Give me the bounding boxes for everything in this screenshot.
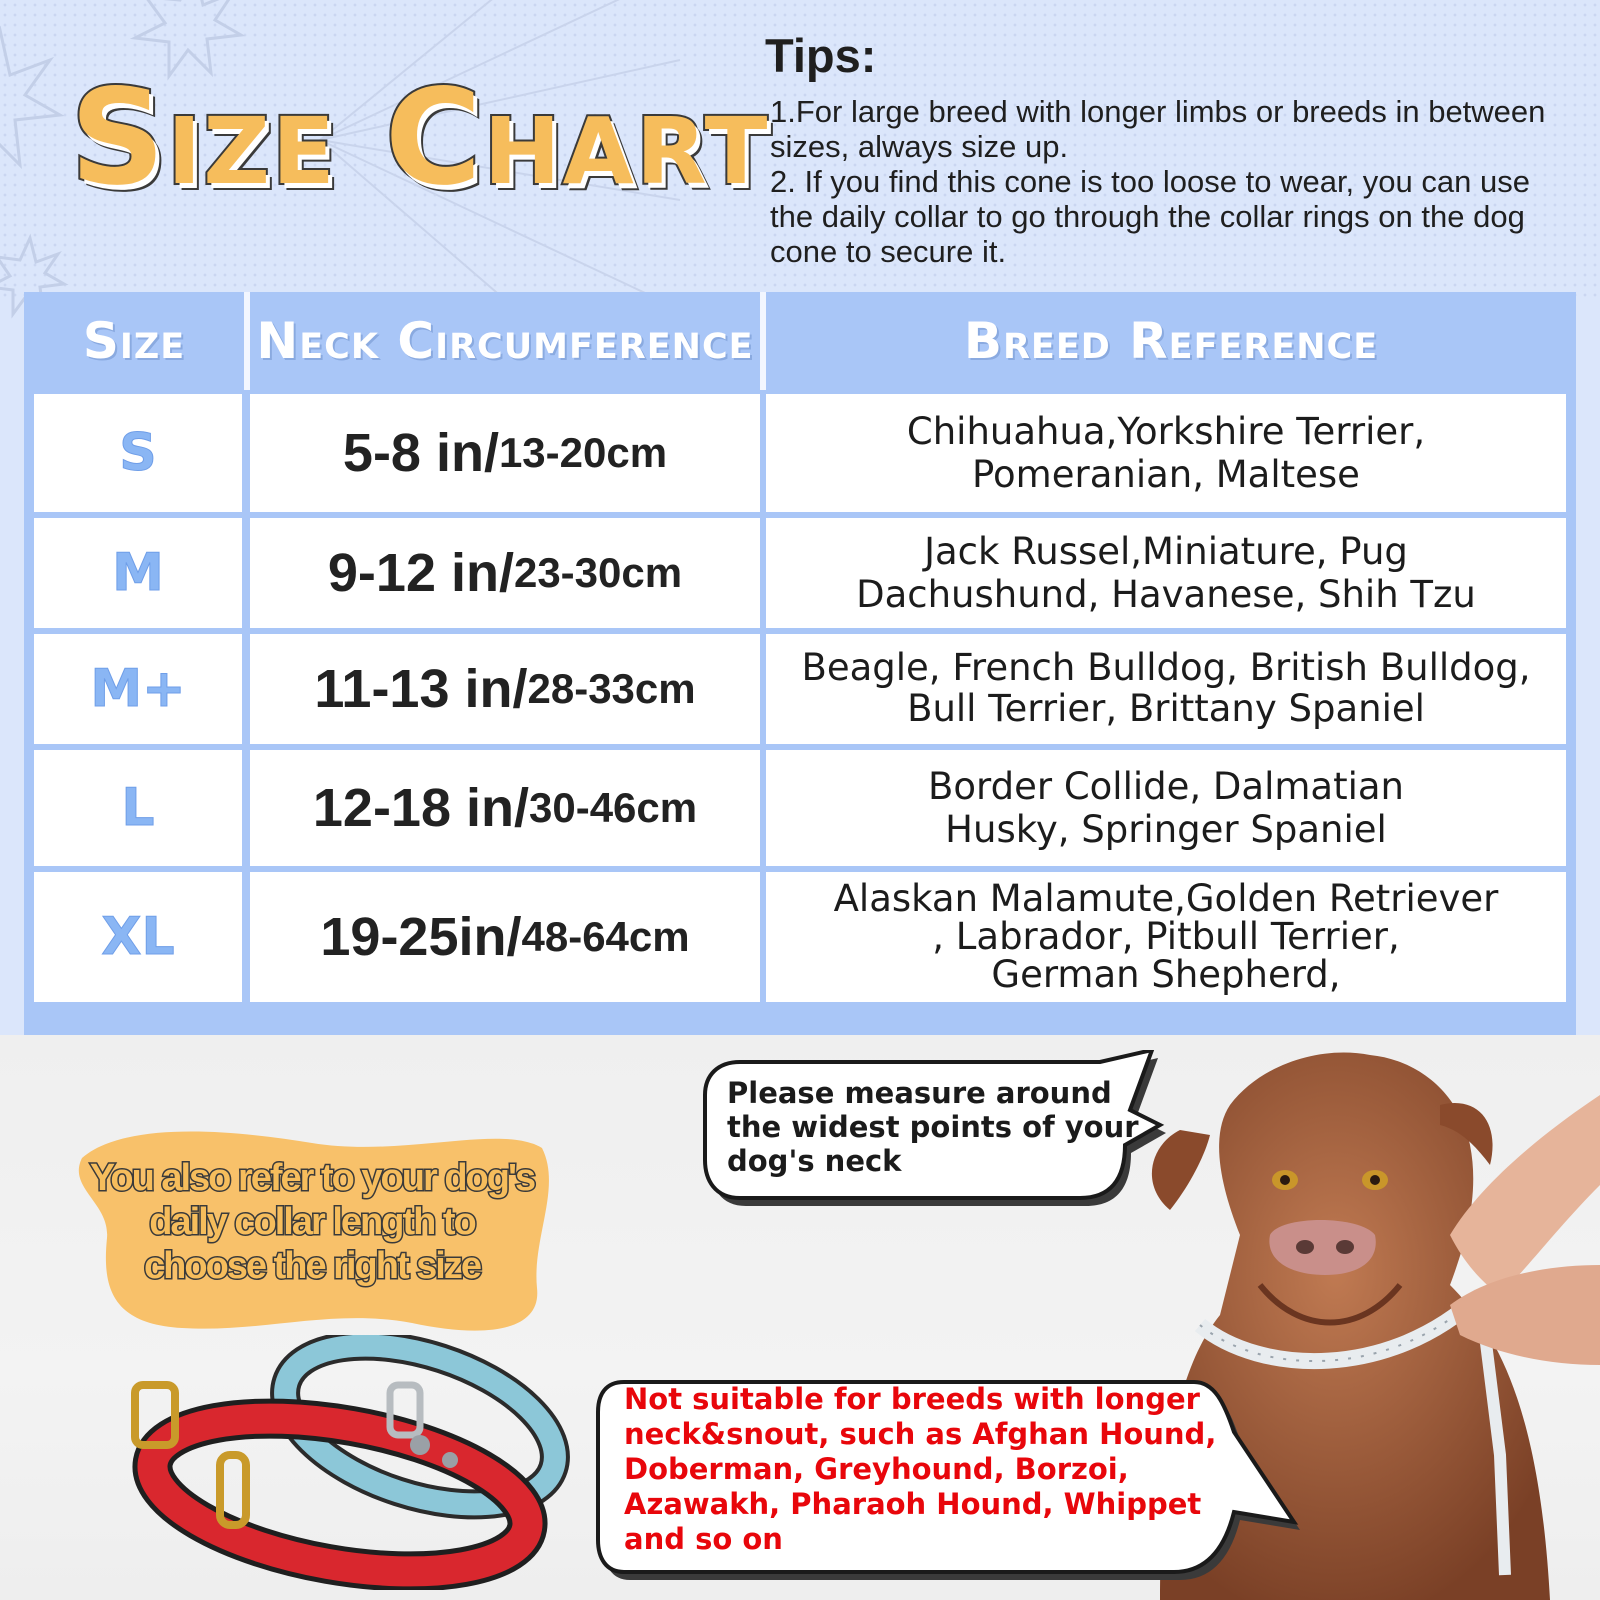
breed-line: Alaskan Malamute,Golden Retriever (833, 877, 1499, 921)
header-size: Size (82, 312, 186, 370)
neck-inches: 12-18 in/ (312, 778, 529, 838)
neck-cell (250, 634, 760, 744)
note-line: choose the right size (144, 1245, 480, 1287)
tip-item: 1.For large breed with longer limbs or breeds in between sizes, always size up. (770, 94, 1546, 164)
breed-line: Jack Russel,Miniature, Pug (924, 529, 1408, 573)
neck-inches: 9-12 in/ (327, 543, 514, 603)
breed-cell (766, 750, 1566, 866)
size-cell: M (34, 518, 242, 628)
neck-inches: 5-8 in/ (342, 423, 499, 483)
tips-heading: Tips: (765, 29, 877, 82)
collar-photo-icon (120, 1335, 570, 1590)
measure-text (727, 1076, 1157, 1178)
bubble-line: the widest points of your (727, 1110, 1139, 1144)
neck-inches: 19-25in/ (320, 907, 522, 967)
breed-line: , Labrador, Pitbull Terrier, (932, 915, 1400, 959)
neck-cm: 23-30cm (513, 549, 683, 596)
breed-line: Pomeranian, Maltese (972, 453, 1360, 496)
breed-cell (766, 872, 1566, 1002)
breed-line: German Shepherd, (991, 952, 1341, 996)
breed-line: Chihuahua,Yorkshire Terrier, (906, 409, 1426, 453)
neck-cm: 48-64cm (521, 913, 690, 960)
neck-cell (250, 518, 760, 628)
breed-cell (766, 394, 1566, 512)
neck-cell (250, 750, 760, 866)
warning-text (624, 1382, 1244, 1557)
size-cell: M+ (34, 634, 242, 744)
warning-line: neck&snout, such as Afghan Hound, (624, 1417, 1217, 1451)
breed-line: Beagle, French Bulldog, British Bulldog, (801, 646, 1531, 690)
breed-cell (766, 634, 1566, 744)
warning-line: Not suitable for breeds with longer (624, 1382, 1200, 1416)
size-cell: L (34, 750, 242, 866)
warning-line: and so on (624, 1522, 783, 1556)
size-cell: XL (34, 872, 242, 1002)
neck-cm: 13-20cm (498, 429, 668, 476)
bubble-line: Please measure around (727, 1076, 1112, 1110)
size-table (24, 292, 1576, 1035)
note-line: daily collar length to (149, 1201, 475, 1243)
note-line: You also refer to your dog's (89, 1157, 535, 1199)
header-neck: Neck Circumference (256, 312, 754, 370)
collar-note (72, 1156, 552, 1288)
breed-line: Dachushund, Havanese, Shih Tzu (856, 573, 1476, 616)
neck-cm: 30-46cm (528, 784, 698, 831)
warning-line: Azawakh, Pharaoh Hound, Whippet (624, 1487, 1202, 1521)
breed-line: Husky, Springer Spaniel (945, 808, 1387, 851)
tips-list (770, 94, 1570, 269)
tip-item: 2. If you find this cone is too loose to wear, you can use the daily collar to go through the collar rings on the dog cone to secure it. (770, 164, 1530, 269)
neck-inches: 11-13 in/ (314, 659, 528, 719)
breed-cell (766, 518, 1566, 628)
page-title: Size Chart (70, 61, 770, 215)
breed-line: Bull Terrier, Brittany Spaniel (907, 687, 1425, 730)
size-cell: S (34, 394, 242, 512)
breed-line: Border Collide, Dalmatian (928, 764, 1404, 808)
bubble-line: dog's neck (727, 1144, 902, 1178)
warning-line: Doberman, Greyhound, Borzoi, (624, 1452, 1129, 1486)
header-breed: Breed Reference (963, 312, 1379, 370)
neck-cm: 28-33cm (527, 665, 696, 712)
neck-cell (250, 394, 760, 512)
neck-cell (250, 872, 760, 1002)
